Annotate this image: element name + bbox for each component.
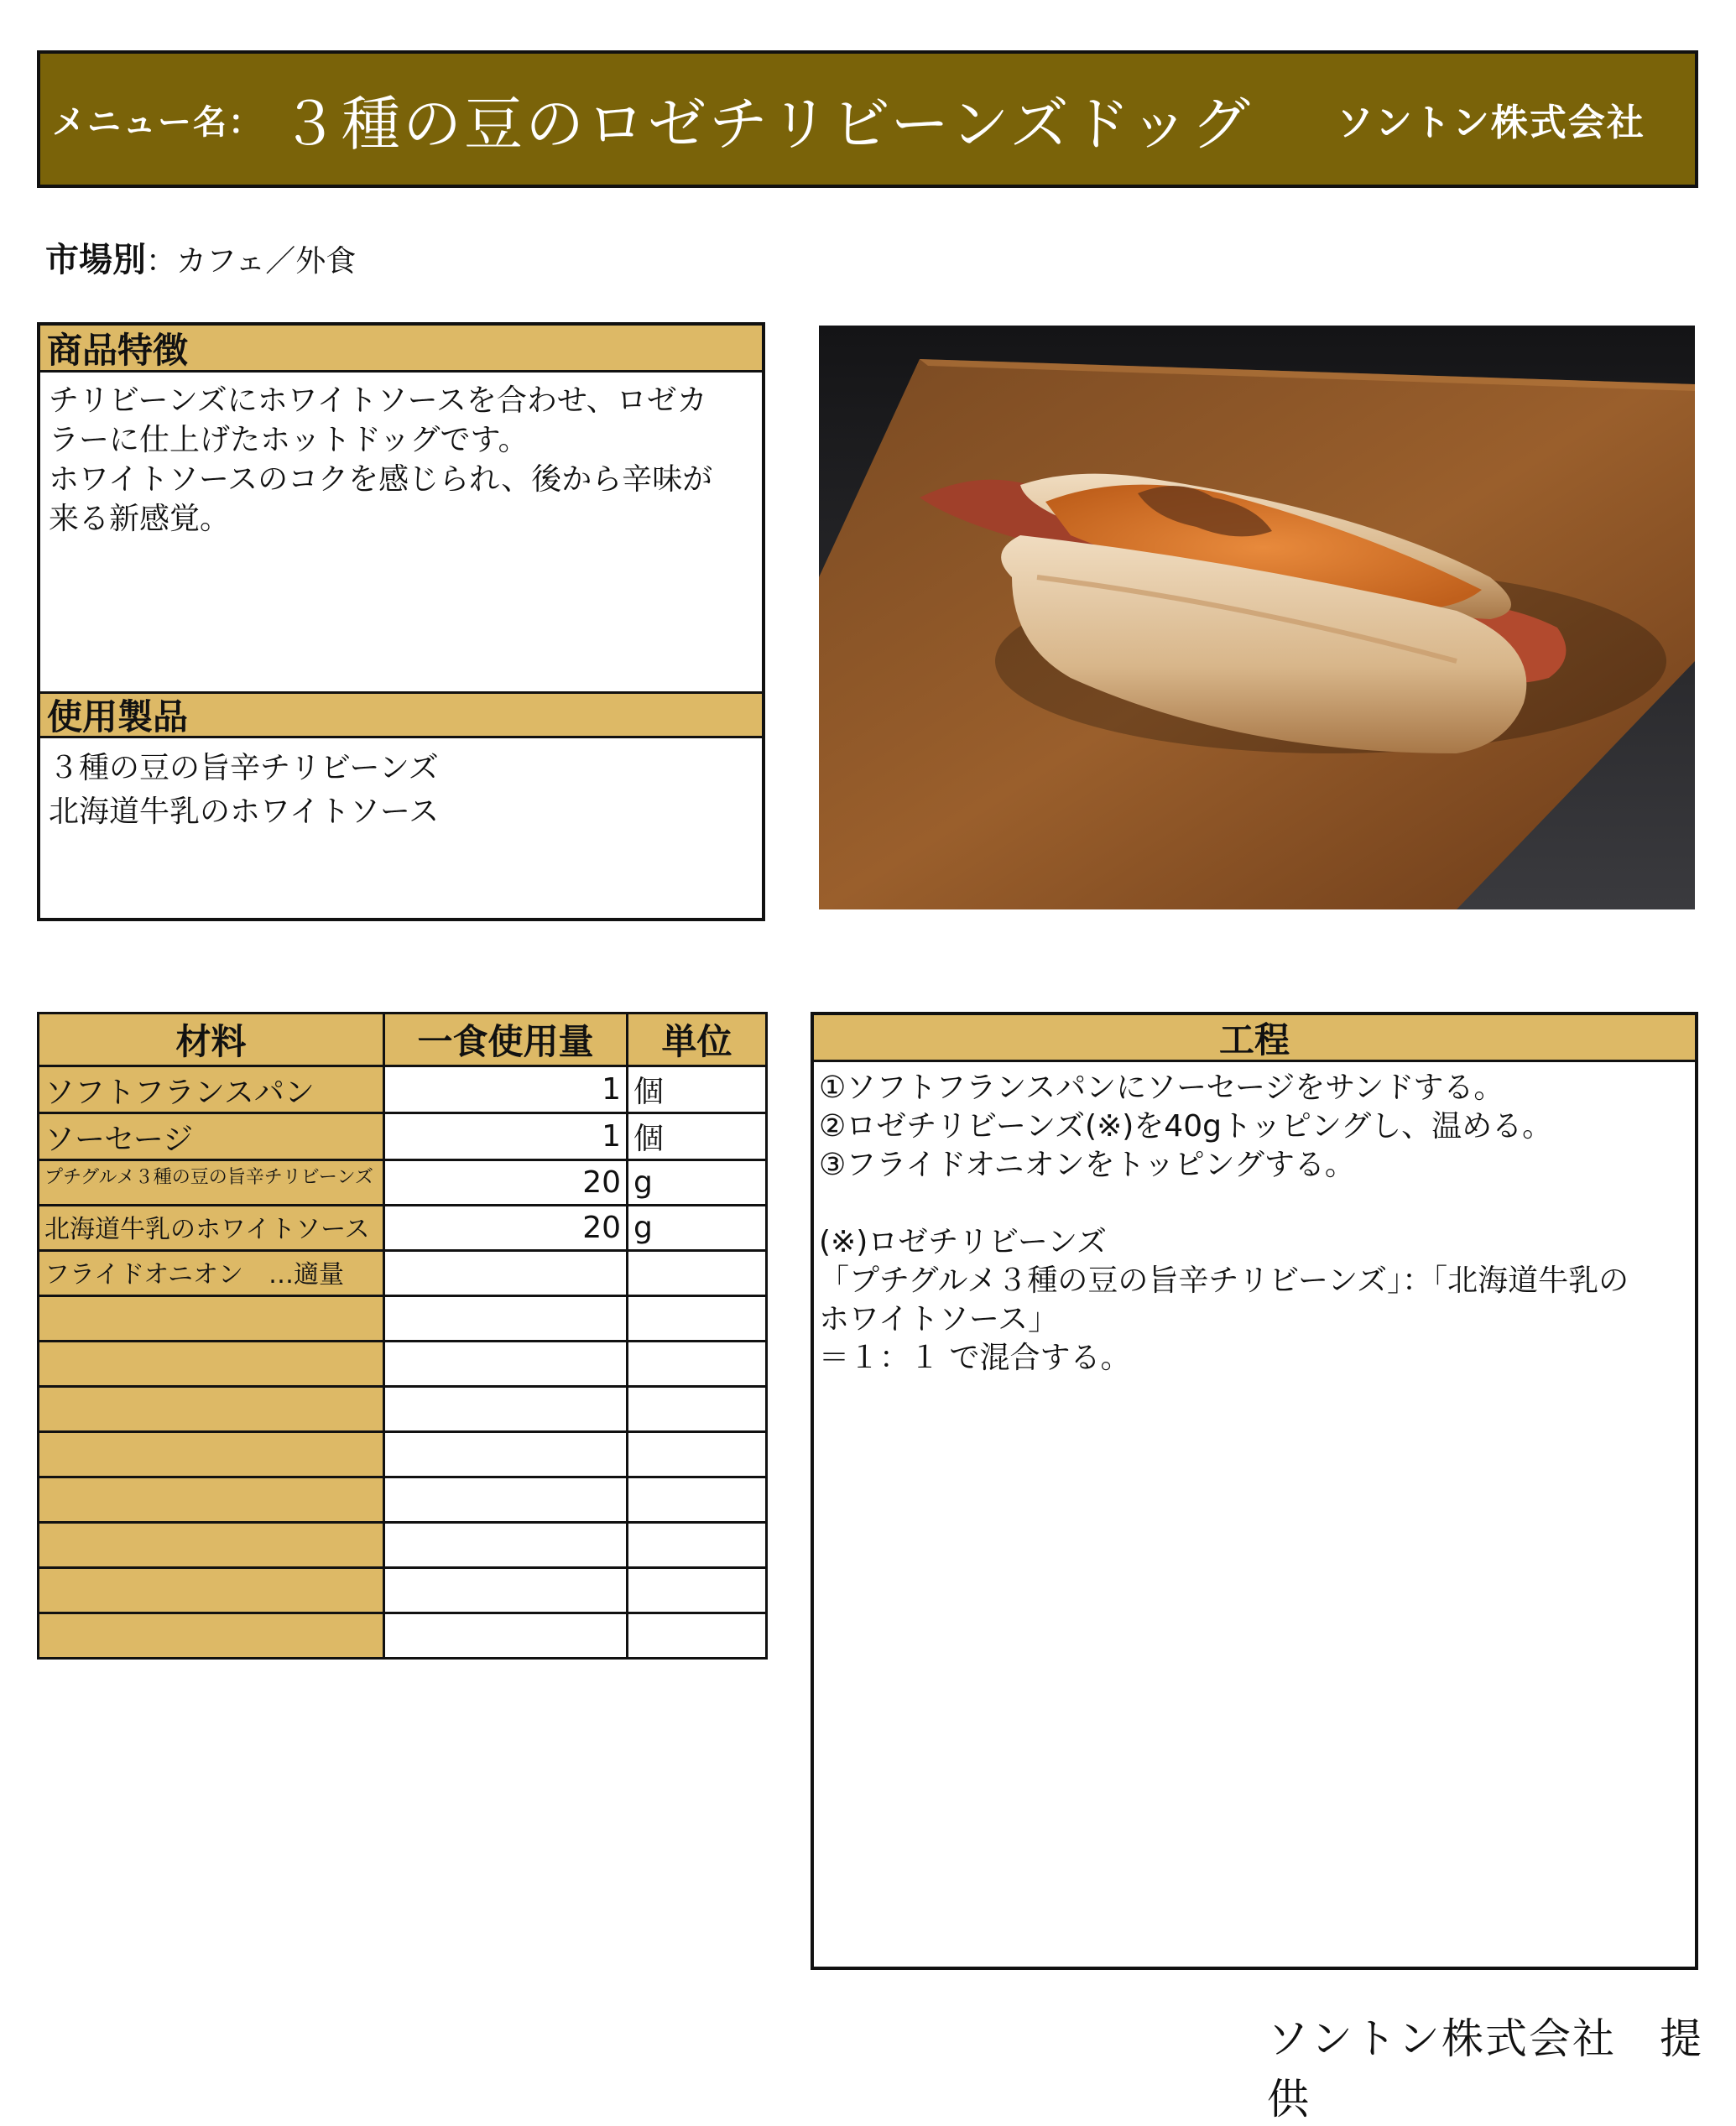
ingredient-unit [628,1477,767,1523]
market-separator: ： [146,244,177,279]
ingredient-name [39,1568,384,1613]
ingredient-name: ソフトフランスパン [39,1066,384,1113]
ingredient-name [39,1613,384,1659]
ingredient-name: 北海道牛乳のホワイトソース [39,1206,384,1251]
ingredient-name [39,1477,384,1523]
market-line [45,233,356,281]
ingredient-qty [384,1477,628,1523]
ingredient-qty [384,1432,628,1477]
table-row [39,1523,767,1568]
ingredient-unit [628,1523,767,1568]
products-used-heading: 使用製品 [40,691,762,738]
table-row [39,1066,767,1113]
hotdog-photo [819,326,1695,909]
ingredient-name [39,1432,384,1477]
ingredient-qty: 1 [384,1113,628,1160]
ingredient-unit: 個 [628,1113,767,1160]
ingredient-name [39,1296,384,1342]
ingredient-unit [628,1296,767,1342]
ingredient-qty [384,1342,628,1387]
market-value: カフェ／外食 [176,244,357,279]
table-row [39,1387,767,1432]
ingredient-column-header: 材料 [39,1013,384,1066]
product-used-item: 北海道牛乳のホワイトソース [49,795,440,829]
ingredient-name [39,1387,384,1432]
company-name: ソントン株式会社 [1336,102,1645,144]
ingredient-unit [628,1251,767,1296]
ingredient-unit [628,1613,767,1659]
ingredient-name [39,1523,384,1568]
table-row [39,1432,767,1477]
menu-name-label: メニュー名： [52,102,263,142]
ingredient-qty [384,1387,628,1432]
ingredient-unit [628,1568,767,1613]
table-row [39,1206,767,1251]
ingredient-qty [384,1251,628,1296]
ingredients-header-row [39,1013,767,1066]
ingredient-unit [628,1432,767,1477]
process-box [811,1012,1698,1970]
ingredient-name: フライドオニオン …適量 [39,1251,384,1296]
ingredients-table [37,1012,768,1660]
table-row [39,1113,767,1160]
menu-name: ３種の豆のロゼチリビーンズドッグ [280,89,1253,159]
ingredient-unit [628,1342,767,1387]
ingredient-qty: 20 [384,1160,628,1206]
ingredient-qty: 20 [384,1206,628,1251]
product-info-box [37,322,765,921]
ingredient-qty: 1 [384,1066,628,1113]
table-row [39,1296,767,1342]
ingredient-qty [384,1296,628,1342]
features-text: チリビーンズにホワイトソースを合わせ、ロゼカ ラーに仕上げたホットドッグです。 ホワイトソースのコクを感じられ、後から辛味が 来る新感覚。 [49,383,713,536]
ingredient-unit: 個 [628,1066,767,1113]
product-used-item: ３種の豆の旨辛チリビーンズ [49,751,439,785]
ingredient-qty [384,1568,628,1613]
ingredient-qty [384,1613,628,1659]
table-row [39,1613,767,1659]
table-row [39,1342,767,1387]
table-row [39,1160,767,1206]
ingredient-qty [384,1523,628,1568]
hotdog-image [819,326,1695,909]
table-row [39,1251,767,1296]
table-row [39,1477,767,1523]
ingredient-unit: g [628,1160,767,1206]
products-used-list [49,747,439,834]
market-label: 市場別 [45,241,146,279]
process-heading: 工程 [814,1015,1695,1062]
ingredient-name: プチグルメ３種の豆の旨辛チリビーンズ [39,1160,384,1206]
menu-header-banner [37,50,1698,188]
quantity-column-header: 一食使用量 [384,1013,628,1066]
ingredient-name [39,1342,384,1387]
table-row [39,1568,767,1613]
ingredient-name: ソーセージ [39,1113,384,1160]
features-heading: 商品特徴 [40,326,762,373]
ingredient-unit: g [628,1206,767,1251]
ingredient-unit [628,1387,767,1432]
footer-credit: ソントン株式会社 提供 [1267,2014,1703,2123]
process-text: ①ソフトフランスパンにソーセージをサンドする。 ②ロゼチリビーンズ(※)を40gトッピングし、温める。 ③フライドオニオンをトッピングする。 (※)ロゼチリビーンズ 「プチグルメ３種の豆の旨辛チリビーンズ」：「北海道牛乳の ホワイトソース」 ＝１：１ で混合する。 [819,1071,1629,1375]
unit-column-header: 単位 [628,1013,767,1066]
